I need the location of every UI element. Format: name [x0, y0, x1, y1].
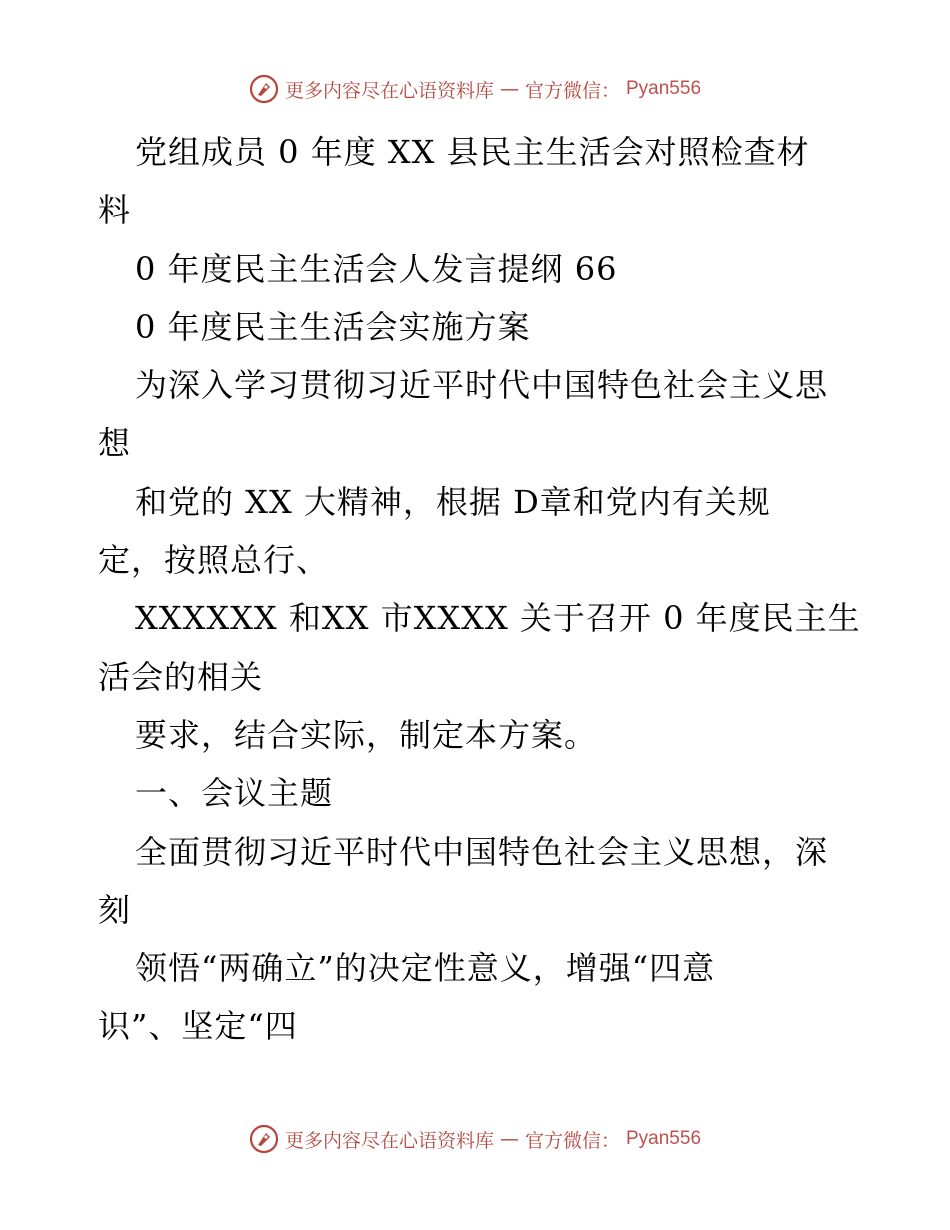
text-line: 全面贯彻习近平时代中国特色社会主义思想，深	[135, 832, 829, 871]
document-body	[98, 123, 861, 1056]
text-line: 党组成员 0 年度 XX 县民主生活会对照检查材	[135, 133, 810, 171]
text-line: 领悟“两确立”的决定性意义，增强“四意	[135, 949, 716, 988]
watermark-text: 更多内容尽在心语资料库	[284, 1129, 494, 1152]
pen-nib-logo-icon	[249, 74, 279, 104]
watermark-wechat-label: 官方微信：	[524, 79, 620, 102]
section-heading: 一、会议主题	[135, 774, 334, 813]
text-line: 定，按照总行、	[98, 541, 330, 580]
watermark-wechat-id: Pyan556	[626, 78, 702, 99]
text-line: 0 年度民主生活会人发言提纲 66	[135, 249, 618, 288]
watermark-wechat-label: 官方微信：	[524, 1129, 620, 1152]
header-watermark	[0, 74, 950, 104]
text-line: 要求，结合实际，制定本方案。	[135, 715, 598, 754]
text-line: 0 年度民主生活会实施方案	[135, 307, 531, 346]
watermark-separator: —	[499, 78, 519, 100]
text-line: 刻	[98, 890, 132, 929]
text-line: 识”、坚定“四	[98, 1007, 298, 1046]
pen-nib-logo-icon	[249, 1124, 279, 1154]
footer-watermark	[0, 1124, 950, 1154]
text-line: 和党的 XX 大精神，根据 D章和党内有关规	[135, 482, 771, 521]
watermark-wechat-id: Pyan556	[626, 1128, 702, 1149]
watermark-separator: —	[499, 1128, 519, 1150]
text-line: 想	[98, 424, 132, 463]
text-line: 为深入学习贯彻习近平时代中国特色社会主义思	[135, 366, 829, 405]
text-line: XXXXXX 和XX 市XXXX 关于召开 0 年度民主生	[135, 599, 861, 638]
text-line: 活会的相关	[98, 657, 264, 696]
watermark-text: 更多内容尽在心语资料库	[284, 79, 494, 102]
text-line: 料	[98, 191, 132, 230]
